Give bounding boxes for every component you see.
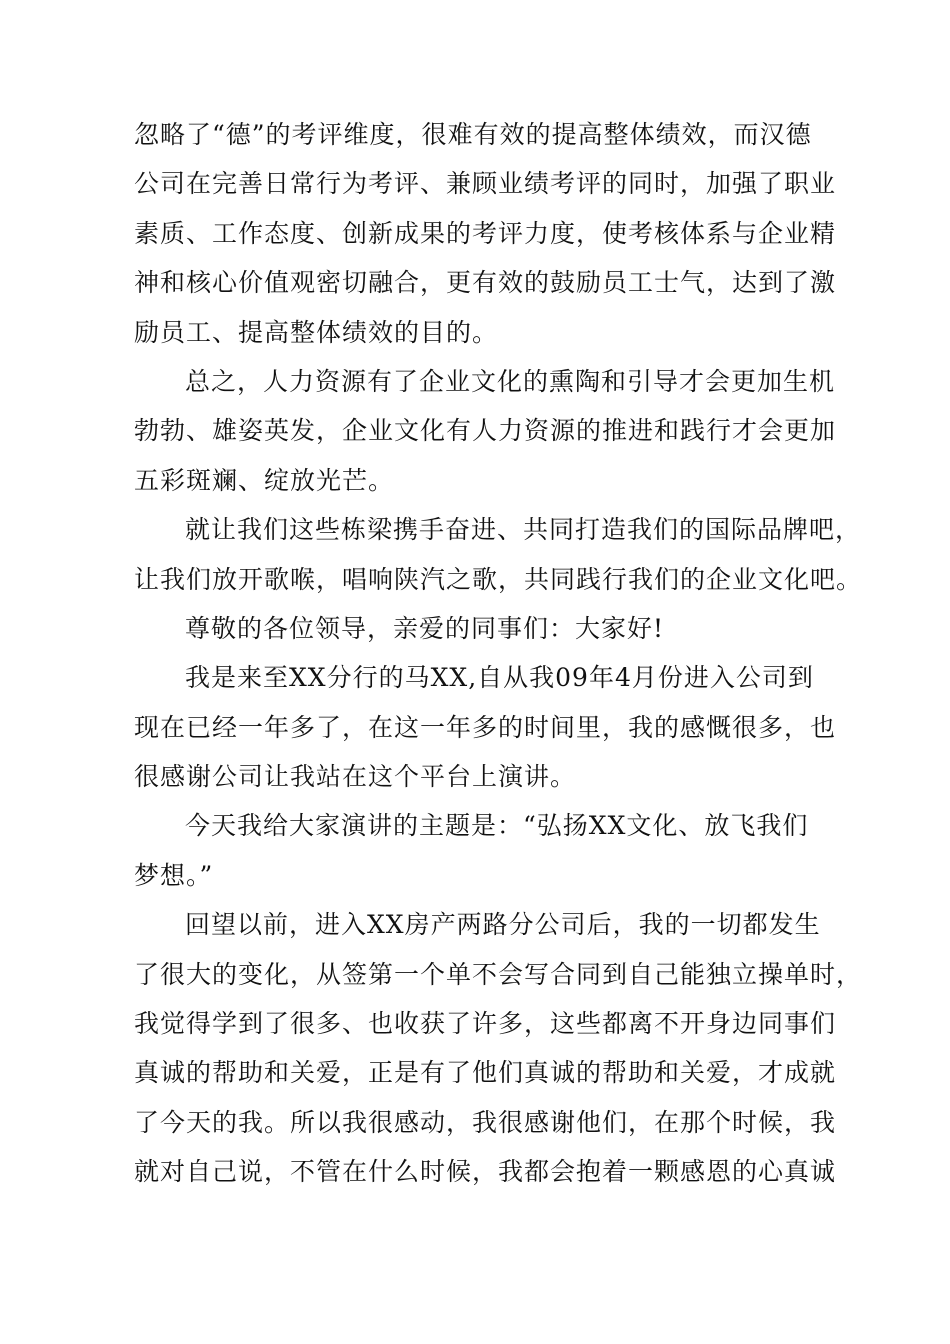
text-line: 励员工、提高整体绩效的目的。 [134,317,499,347]
text-line: 让我们放开歌喉，唱响陕汽之歌，共同践行我们的企业文化吧。 [134,564,863,594]
text-line: 就对自己说，不管在什么时候，我都会抱着一颗感恩的心真诚 [134,1157,837,1187]
text-line: 了今天的我。所以我很感动，我很感谢他们，在那个时候，我 [134,1107,837,1137]
text-line: 公司在完善日常行为考评、兼顾业绩考评的同时，加强了职业 [134,169,837,199]
paragraph-start-line: 总之，人力资源有了企业文化的熏陶和引导才会更加生机 [185,366,836,396]
text-line: 梦想。” [134,860,214,890]
text-line: 忽略了“德”的考评维度，很难有效的提高整体绩效，而汉德 [134,120,812,149]
paragraph-start-line: 今天我给大家演讲的主题是：“弘扬XX文化、放飞我们 [185,811,809,841]
text-line: 真诚的帮助和关爱，正是有了他们真诚的帮助和关爱，才成就 [134,1058,837,1088]
text-line: 勃勃、雄姿英发，企业文化有人力资源的推进和践行才会更加 [134,416,837,446]
paragraph-start-line: 就让我们这些栋梁携手奋进、共同打造我们的国际品牌吧， [185,515,862,545]
text-line: 现在已经一年多了，在这一年多的时间里，我的感慨很多，也 [134,712,837,742]
text-line: 五彩斑斓、绽放光芒。 [134,465,395,495]
greeting-line: 尊敬的各位领导，亲爱的同事们：大家好! [185,613,665,643]
document-body [134,110,863,1197]
text-line: 我觉得学到了很多、也收获了许多，这些都离不开身边同事们 [134,1009,837,1039]
text-line: 很感谢公司让我站在这个平台上演讲。 [134,762,577,792]
text-line: 素质、工作态度、创新成果的考评力度，使考核体系与企业精 [134,218,837,248]
paragraph-start-line: 我是来至XX分行的马XX,自从我09年4月份进入公司到 [185,663,814,693]
text-line: 神和核心价值观密切融合，更有效的鼓励员工士气，达到了激 [134,268,837,298]
paragraph-start-line: 回望以前，进入XX房产两路分公司后，我的一切都发生 [185,910,821,940]
text-line: 了很大的变化，从签第一个单不会写合同到自己能独立操单时， [134,959,863,989]
